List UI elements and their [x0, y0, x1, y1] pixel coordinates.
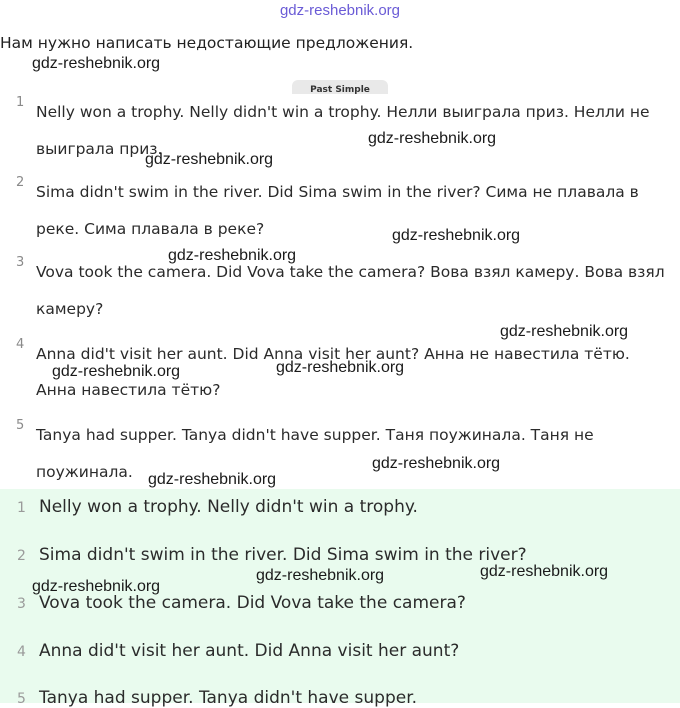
item-number: 4: [16, 337, 25, 352]
item-number: 2: [17, 548, 26, 564]
item-text: Vova took the camera. Did Vova take the camera? Вова взял камеру. Вова взял камеру?: [36, 263, 665, 318]
item-text: Tanya had supper. Tanya didn't have supper.: [39, 688, 418, 708]
item-number: 5: [16, 418, 25, 433]
answer-item: [17, 593, 667, 613]
watermark: gdz-reshebnik.org: [52, 363, 181, 380]
watermark: gdz-reshebnik.org: [256, 567, 385, 584]
item-number: 1: [17, 500, 26, 516]
item-number: 2: [16, 175, 25, 190]
watermark: gdz-reshebnik.org: [276, 359, 405, 376]
item-text: Nelly won a trophy. Nelly didn't win a trophy. Нелли выиграла приз. Нелли не выиграла приз.: [36, 103, 650, 158]
site-header-link[interactable]: gdz-reshebnik.org: [279, 2, 401, 19]
item-number: 3: [16, 255, 25, 270]
item-text: Nelly won a trophy. Nelly didn't win a trophy.: [39, 497, 418, 517]
watermark: gdz-reshebnik.org: [500, 323, 629, 340]
intro-text: Нам нужно написать недостающие предложения.: [0, 34, 414, 52]
watermark: gdz-reshebnik.org: [148, 471, 277, 488]
exercise-item: [16, 417, 666, 491]
item-number: 5: [17, 691, 26, 707]
item-text: Vova took the camera. Did Vova take the camera?: [39, 593, 466, 613]
exercise-item: [16, 254, 666, 328]
answer-item: [17, 497, 667, 517]
watermark: gdz-reshebnik.org: [32, 578, 161, 595]
item-text: Sima didn't swim in the river. Did Sima swim in the river?: [39, 545, 527, 565]
item-text: Sima didn't swim in the river. Did Sima swim in the river? Сима не плавала в реке. Сима плавала в реке?: [36, 183, 639, 238]
tab-past-simple[interactable]: Past Simple: [292, 80, 388, 94]
answer-item: [17, 641, 667, 661]
watermark: gdz-reshebnik.org: [392, 227, 521, 244]
watermark: gdz-reshebnik.org: [145, 151, 274, 168]
exercise-item: [16, 94, 666, 168]
item-text: Tanya had supper. Tanya didn't have supper. Таня поужинала. Таня не поужинала.: [36, 426, 594, 481]
watermark: gdz-reshebnik.org: [168, 247, 297, 264]
item-number: 1: [16, 95, 25, 110]
watermark: gdz-reshebnik.org: [372, 455, 501, 472]
exercise-item: [16, 174, 666, 248]
watermark: gdz-reshebnik.org: [480, 563, 609, 580]
watermark: gdz-reshebnik.org: [368, 130, 497, 147]
answer-item: [17, 545, 667, 565]
item-number: 3: [17, 596, 26, 612]
answer-item: [17, 688, 667, 708]
answer-panel: [0, 489, 680, 708]
watermark: gdz-reshebnik.org: [32, 55, 161, 72]
item-number: 4: [17, 644, 26, 660]
item-text: Anna did't visit her aunt. Did Anna visit her aunt?: [39, 641, 460, 661]
item-text: Anna did't visit her aunt. Did Anna visit her aunt? Анна не навестила тётю. Анна навестила тётю?: [36, 345, 630, 399]
